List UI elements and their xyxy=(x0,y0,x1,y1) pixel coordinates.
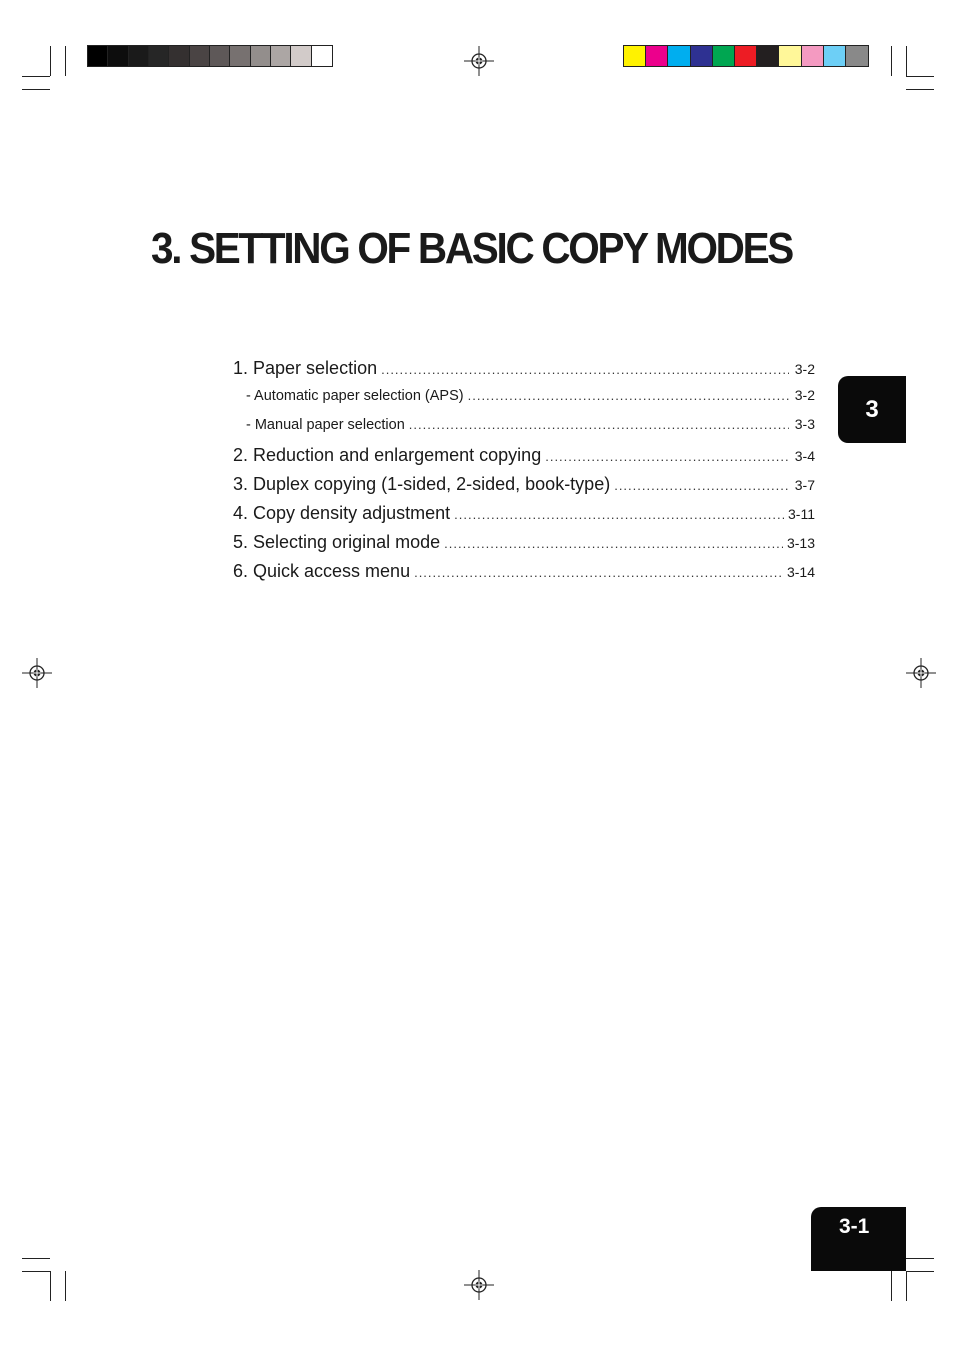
crop-mark xyxy=(65,46,66,76)
toc-entry-label: - Manual paper selection xyxy=(246,417,405,433)
toc-entry[interactable] xyxy=(233,474,815,503)
toc-entry-label: 3. Duplex copying (1-sided, 2-sided, book-type) xyxy=(233,474,611,494)
registration-mark-icon xyxy=(464,46,494,76)
toc-entry-page: 3-11 xyxy=(788,506,815,522)
registration-mark-icon xyxy=(906,658,936,688)
toc-entry[interactable] xyxy=(233,387,815,416)
color-swatch xyxy=(230,46,250,66)
color-swatch xyxy=(646,46,668,66)
toc-entry[interactable] xyxy=(233,416,815,445)
toc-leader-dots xyxy=(545,449,789,464)
toc-entry-label: 1. Paper selection xyxy=(233,358,378,378)
toc-entry[interactable] xyxy=(233,503,815,532)
toc-entry-label: - Automatic paper selection (APS) xyxy=(246,388,464,404)
color-swatch xyxy=(271,46,291,66)
page-title: 3. SETTING OF BASIC COPY MODES xyxy=(151,224,793,273)
toc-entry-page: 3-4 xyxy=(794,448,815,464)
toc-entry-label: 6. Quick access menu xyxy=(233,561,411,581)
color-swatch xyxy=(624,46,646,66)
registration-mark-icon xyxy=(464,1270,494,1300)
toc-leader-dots xyxy=(614,478,789,493)
crop-mark xyxy=(906,89,934,90)
color-swatch xyxy=(149,46,169,66)
color-swatch xyxy=(210,46,230,66)
color-swatch xyxy=(291,46,311,66)
crop-mark xyxy=(22,1271,50,1272)
toc-entry-page: 3-7 xyxy=(794,477,815,493)
toc-leader-dots xyxy=(454,507,784,522)
crop-mark xyxy=(22,76,50,77)
color-swatch xyxy=(802,46,824,66)
color-swatch xyxy=(312,46,332,66)
toc-entry-page: 3-2 xyxy=(794,387,815,403)
toc-entry-page: 3-13 xyxy=(786,535,815,551)
crop-mark xyxy=(906,1258,934,1259)
color-swatch xyxy=(779,46,801,66)
toc-entry-label: 2. Reduction and enlargement copying xyxy=(233,445,542,465)
toc-entry[interactable] xyxy=(233,532,815,561)
color-swatch xyxy=(824,46,846,66)
color-swatch xyxy=(108,46,128,66)
toc-entry-label: 4. Copy density adjustment xyxy=(233,503,451,523)
crop-mark xyxy=(906,1271,934,1272)
registration-mark-icon xyxy=(22,658,52,688)
color-swatch xyxy=(757,46,779,66)
crop-mark xyxy=(50,1271,51,1301)
crop-mark xyxy=(22,1258,50,1259)
toc-entry[interactable] xyxy=(233,561,815,590)
color-swatch xyxy=(251,46,271,66)
crop-mark xyxy=(22,89,50,90)
color-swatch xyxy=(88,46,108,66)
toc-leader-dots xyxy=(444,536,783,551)
table-of-contents xyxy=(233,358,815,590)
toc-entry-label: 5. Selecting original mode xyxy=(233,532,441,552)
color-swatch xyxy=(668,46,690,66)
color-swatch xyxy=(169,46,189,66)
color-bar xyxy=(623,45,869,67)
crop-mark xyxy=(906,1271,907,1301)
page-number: 3-1 xyxy=(811,1207,906,1271)
toc-leader-dots xyxy=(381,362,789,377)
crop-mark xyxy=(906,76,934,77)
toc-entry-page: 3-3 xyxy=(794,416,815,432)
grayscale-bar xyxy=(87,45,333,67)
crop-mark xyxy=(891,46,892,76)
toc-leader-dots xyxy=(414,565,783,580)
toc-entry-page: 3-2 xyxy=(794,361,815,377)
chapter-tab: 3 xyxy=(838,376,906,443)
toc-entry[interactable] xyxy=(233,445,815,474)
toc-leader-dots xyxy=(468,388,789,403)
color-swatch xyxy=(735,46,757,66)
color-swatch xyxy=(691,46,713,66)
crop-mark xyxy=(65,1271,66,1301)
crop-mark xyxy=(906,46,907,76)
toc-leader-dots xyxy=(409,417,789,432)
color-swatch xyxy=(713,46,735,66)
color-swatch xyxy=(190,46,210,66)
crop-mark xyxy=(891,1271,892,1301)
crop-mark xyxy=(50,46,51,76)
color-swatch xyxy=(129,46,149,66)
color-swatch xyxy=(846,46,868,66)
toc-entry[interactable] xyxy=(233,358,815,387)
toc-entry-page: 3-14 xyxy=(786,564,815,580)
